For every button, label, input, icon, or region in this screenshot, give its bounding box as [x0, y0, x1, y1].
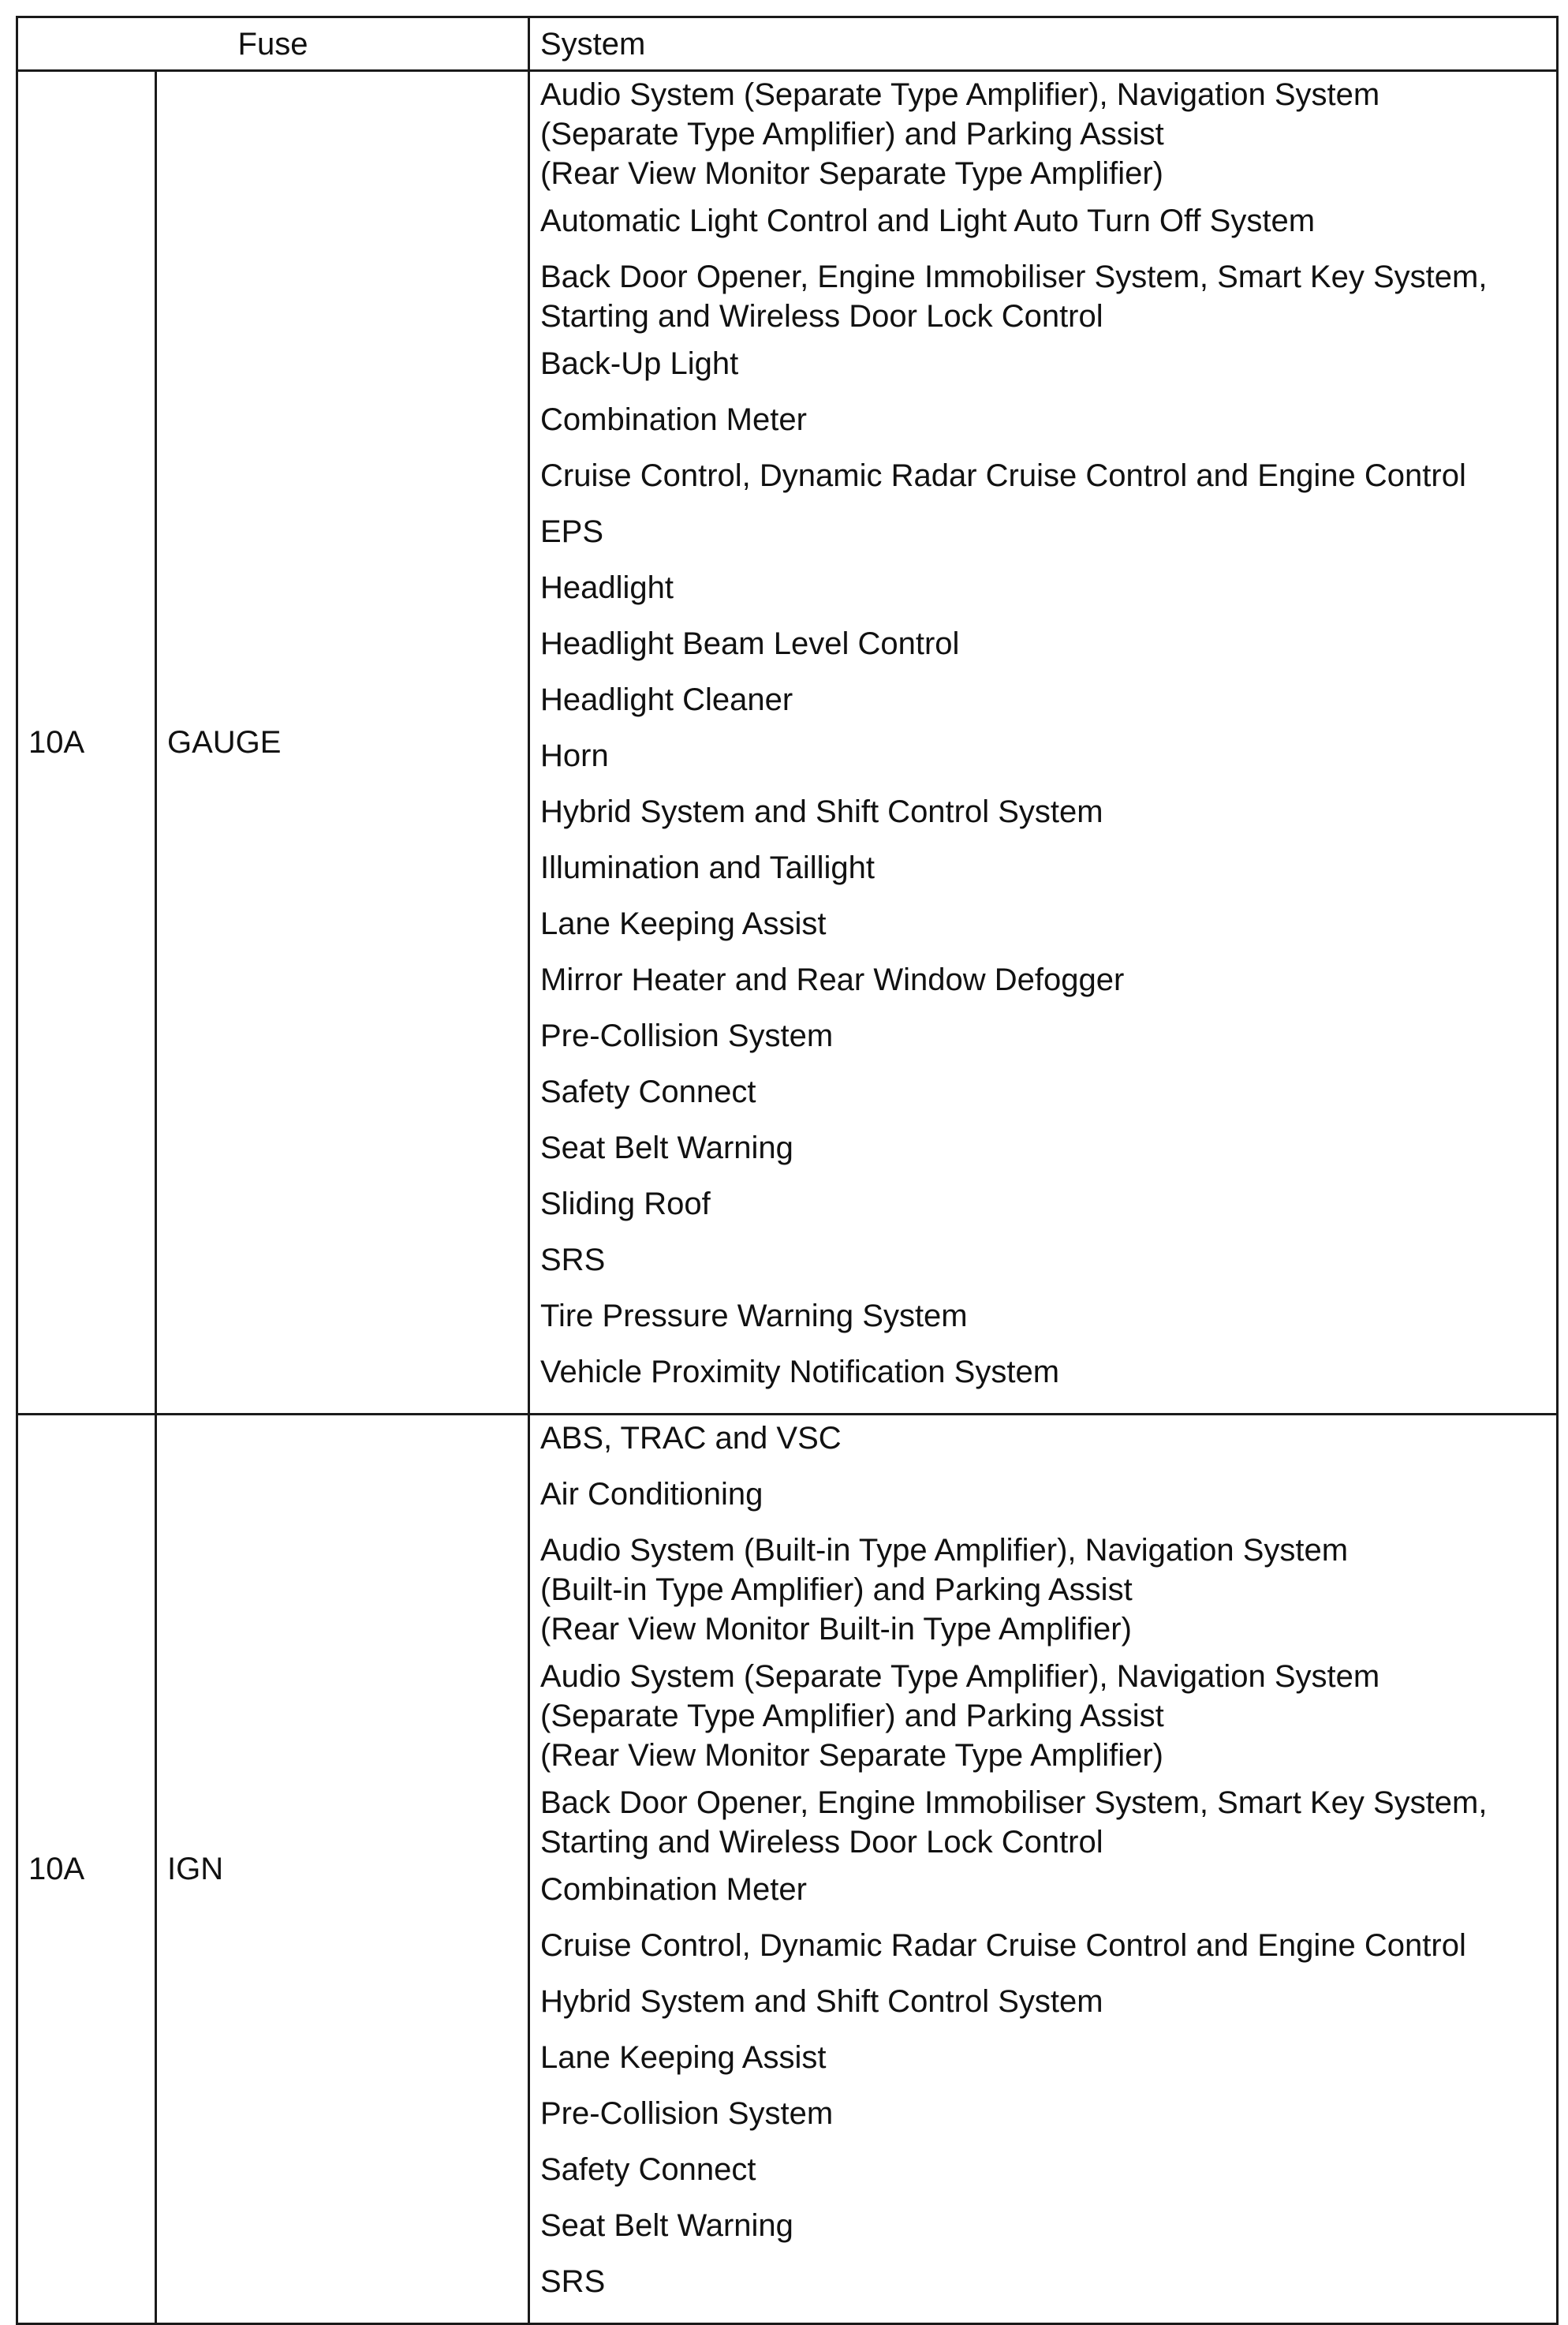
system-item: Safety Connect — [540, 2152, 756, 2187]
system-item: Mirror Heater and Rear Window Defogger — [540, 963, 1125, 997]
fuse-table — [16, 16, 1559, 2325]
system-item: Audio System (Separate Type Amplifier), Navigation System (Separate Type Amplifier) and Parking Assist (Rear View Monitor Separate Type Amplifier) — [540, 1659, 1380, 1773]
system-item: Air Conditioning — [540, 1477, 763, 1512]
system-item: Hybrid System and Shift Control System — [540, 794, 1103, 829]
system-item: EPS — [540, 514, 604, 549]
system-item: Back Door Opener, Engine Immobiliser System, Smart Key System, Starting and Wireless Door Lock Control — [540, 260, 1488, 334]
table-row — [17, 1415, 1558, 2324]
system-item: Tire Pressure Warning System — [540, 1299, 968, 1333]
system-item: Illumination and Taillight — [540, 850, 875, 885]
system-item: Pre-Collision System — [540, 2096, 834, 2131]
fuse-name: IGN — [156, 1415, 529, 2324]
fuse-column-header: Fuse — [17, 17, 529, 71]
system-item: Back-Up Light — [540, 346, 739, 381]
system-item: Headlight — [540, 570, 674, 605]
system-item: Lane Keeping Assist — [540, 906, 827, 941]
system-item: Audio System (Built-in Type Amplifier), Navigation System (Built-in Type Amplifier) and Parking Assist (Rear View Monitor Built-in Type Amplifier) — [540, 1533, 1349, 1647]
table-row — [17, 71, 1558, 1415]
fuse-name: GAUGE — [156, 71, 529, 1415]
system-list — [530, 72, 1556, 1413]
system-item: Headlight Cleaner — [540, 682, 793, 717]
system-item: Combination Meter — [540, 1872, 807, 1907]
system-item: Seat Belt Warning — [540, 1131, 793, 1165]
system-item: Hybrid System and Shift Control System — [540, 1984, 1103, 2019]
header-row — [17, 17, 1558, 71]
system-item: ABS, TRAC and VSC — [540, 1421, 842, 1456]
system-item: Seat Belt Warning — [540, 2208, 793, 2243]
system-item: Back Door Opener, Engine Immobiliser System, Smart Key System, Starting and Wireless Door Lock Control — [540, 1785, 1488, 1860]
fuse-amperage: 10A — [17, 1415, 156, 2324]
system-item: Vehicle Proximity Notification System — [540, 1355, 1060, 1389]
system-item: Pre-Collision System — [540, 1019, 834, 1053]
system-item: Horn — [540, 738, 609, 773]
system-item: SRS — [540, 1243, 606, 1277]
fuse-amperage: 10A — [17, 71, 156, 1415]
system-column-header: System — [529, 17, 1558, 71]
system-item: Audio System (Separate Type Amplifier), Navigation System (Separate Type Amplifier) and Parking Assist (Rear View Monitor Separate Type Amplifier) — [540, 77, 1380, 191]
system-item: Safety Connect — [540, 1075, 756, 1109]
system-cell — [529, 71, 1558, 1415]
system-item: SRS — [540, 2264, 606, 2299]
system-item: Cruise Control, Dynamic Radar Cruise Control and Engine Control — [540, 1928, 1466, 1963]
system-list — [530, 1415, 1556, 2323]
system-item: Combination Meter — [540, 402, 807, 437]
system-item: Lane Keeping Assist — [540, 2040, 827, 2075]
system-item: Automatic Light Control and Light Auto Turn Off System — [540, 204, 1316, 238]
system-item: Sliding Roof — [540, 1187, 711, 1221]
system-cell — [529, 1415, 1558, 2324]
system-item: Cruise Control, Dynamic Radar Cruise Control and Engine Control — [540, 458, 1466, 493]
system-item: Headlight Beam Level Control — [540, 626, 960, 661]
